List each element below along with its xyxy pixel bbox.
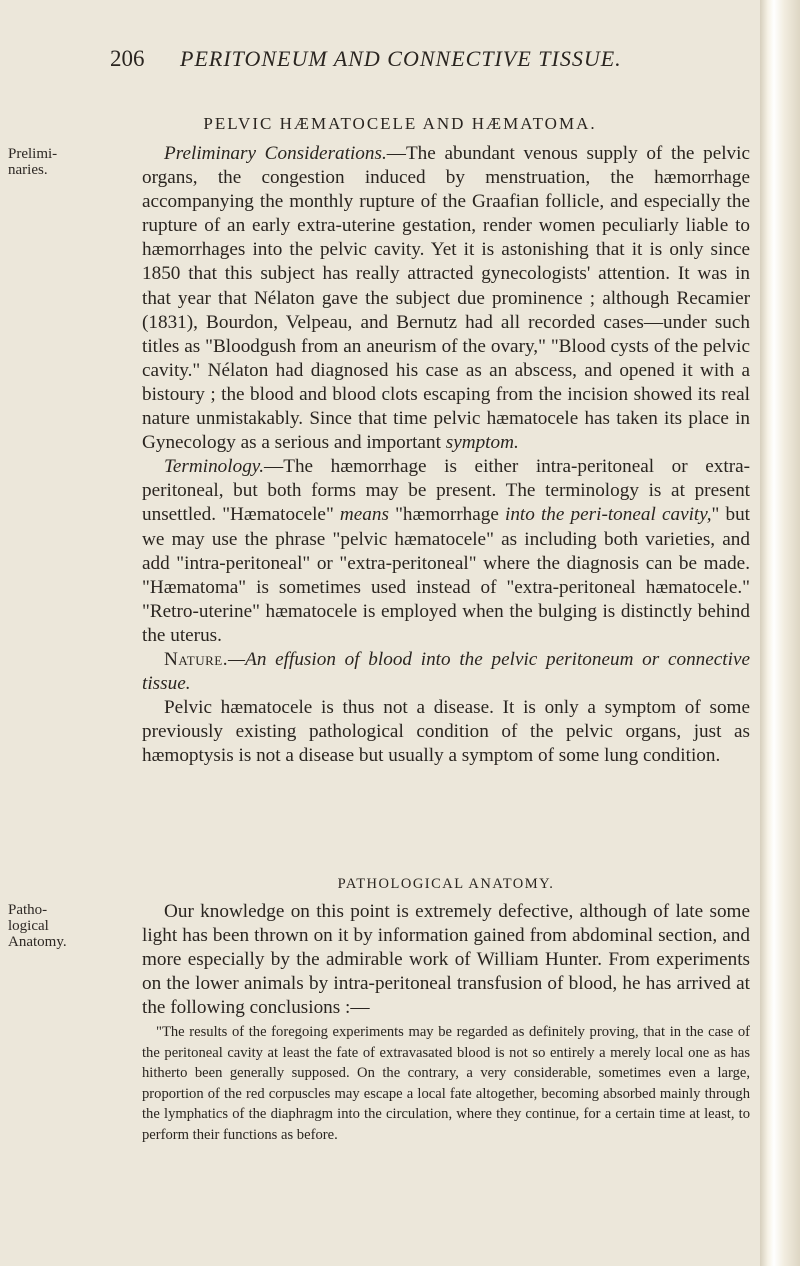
section-title: PELVIC HÆMATOCELE AND HÆMATOMA.: [203, 114, 597, 133]
paragraph-preliminary: [142, 142, 750, 455]
subhead-pathological-anatomy: PATHOLOGICAL ANATOMY.: [337, 876, 555, 892]
paragraph-pathology: Our knowledge on this point is extremely defective, although of late some light has been thrown on it by information gained from abdominal section, and more especially by the admirable work of William Hunter. From experiments on the lower animals by intra-peritoneal transfusion of blood, he has arrived at the following conclusions :—: [142, 901, 750, 1019]
text-into-cavity: into the peri-toneal cavity,: [504, 504, 712, 526]
lead-nature: Nature.: [164, 648, 229, 670]
running-title: PERITONEUM AND CONNECTIVE TISSUE.: [180, 46, 622, 71]
main-text-block: [142, 142, 750, 768]
paragraph-symptom-note: Pelvic hæmatocele is thus not a disease. It is only a symptom of some previously existing pathological condition of the pelvic organs, just as hæmoptysis is not a disease but usually a symptom of some lung condition.: [142, 697, 750, 767]
lead-terminology: Terminology.: [164, 456, 265, 478]
text-terminology-b: "hæmorrhage: [388, 504, 505, 526]
page-header: [70, 46, 750, 76]
margin-note-preliminaries: Prelimi- naries.: [8, 146, 58, 178]
hunter-quote: [142, 1022, 750, 1146]
margin-note-pathological-anatomy: Patho- logical Anatomy.: [8, 902, 67, 950]
text-means: means: [339, 504, 389, 526]
lead-preliminary: Preliminary Considerations.: [164, 143, 387, 164]
page-number: 206: [110, 46, 145, 71]
text-nature: —An effusion of blood into the pelvic peritoneum or connective tissue.: [142, 648, 750, 695]
pathology-text-block: [142, 900, 750, 1020]
text-symptom: symptom.: [445, 432, 519, 454]
text-preliminary: —The abundant venous supply of the pelvic organs, the congestion induced by menstruation, the hæmorrhage accompanying the monthly rupture of the Graafian follicle, and especially the rupture of an early extra-uterine gestation, render women peculiarly liable to hæmorrhages into the pelvic cavity. Yet it is astonishing that it is only since 1850 that this subject has really attracted gynecologists' attention. It was in that year that Nélaton gave the subject due prominence ; although Recamier (1831), Bourdon, Velpeau, and Bernutz had all recorded cases—under such titles as "Bloodgush from an aneurism of the ovary," "Blood cysts of the pelvic cavity." Nélaton had diagnosed his case as an abscess, and opened it with a bistoury ; the blood and blood clots escaping from the incision showed its real nature unmistakably. Since that time pelvic hæmatocele has taken its place in Gynecology as a serious and important: [142, 143, 750, 454]
paragraph-terminology: [142, 455, 750, 648]
quote-text: "The results of the foregoing experiments may be regarded as definitely proving, that in the case of the peritoneal cavity at least the fate of extravasated blood is not so entirely a merely local one as has hitherto been generally supposed. On the contrary, a very considerable, sometimes even a large, proportion of the red corpuscles may escape a local fate altogether, becoming absorbed mainly through the lymphatics of the diaphragm into the circulation, where they continue, for a certain time at least, to perform their functions as before.: [142, 1024, 750, 1143]
page-gutter: [760, 0, 800, 1266]
text-terminology-a: —The hæmorrhage is either intra-peritoneal or extra-peritoneal, but both forms may be present. The terminology is at present unsettled. "Hæmatocele": [142, 456, 750, 526]
text-terminology-c: " but we may use the phrase "pelvic hæmatocele" as including both varieties, and add "intra-peritoneal" or "extra-peritoneal" where the diagnosis can be made. "Hæmatoma" is sometimes used instead of "extra-peritoneal hæmatocele." "Retro-uterine" hæmatocele is employed when the bulging is distinctly behind the uterus.: [142, 504, 750, 646]
paragraph-nature: [142, 648, 750, 696]
